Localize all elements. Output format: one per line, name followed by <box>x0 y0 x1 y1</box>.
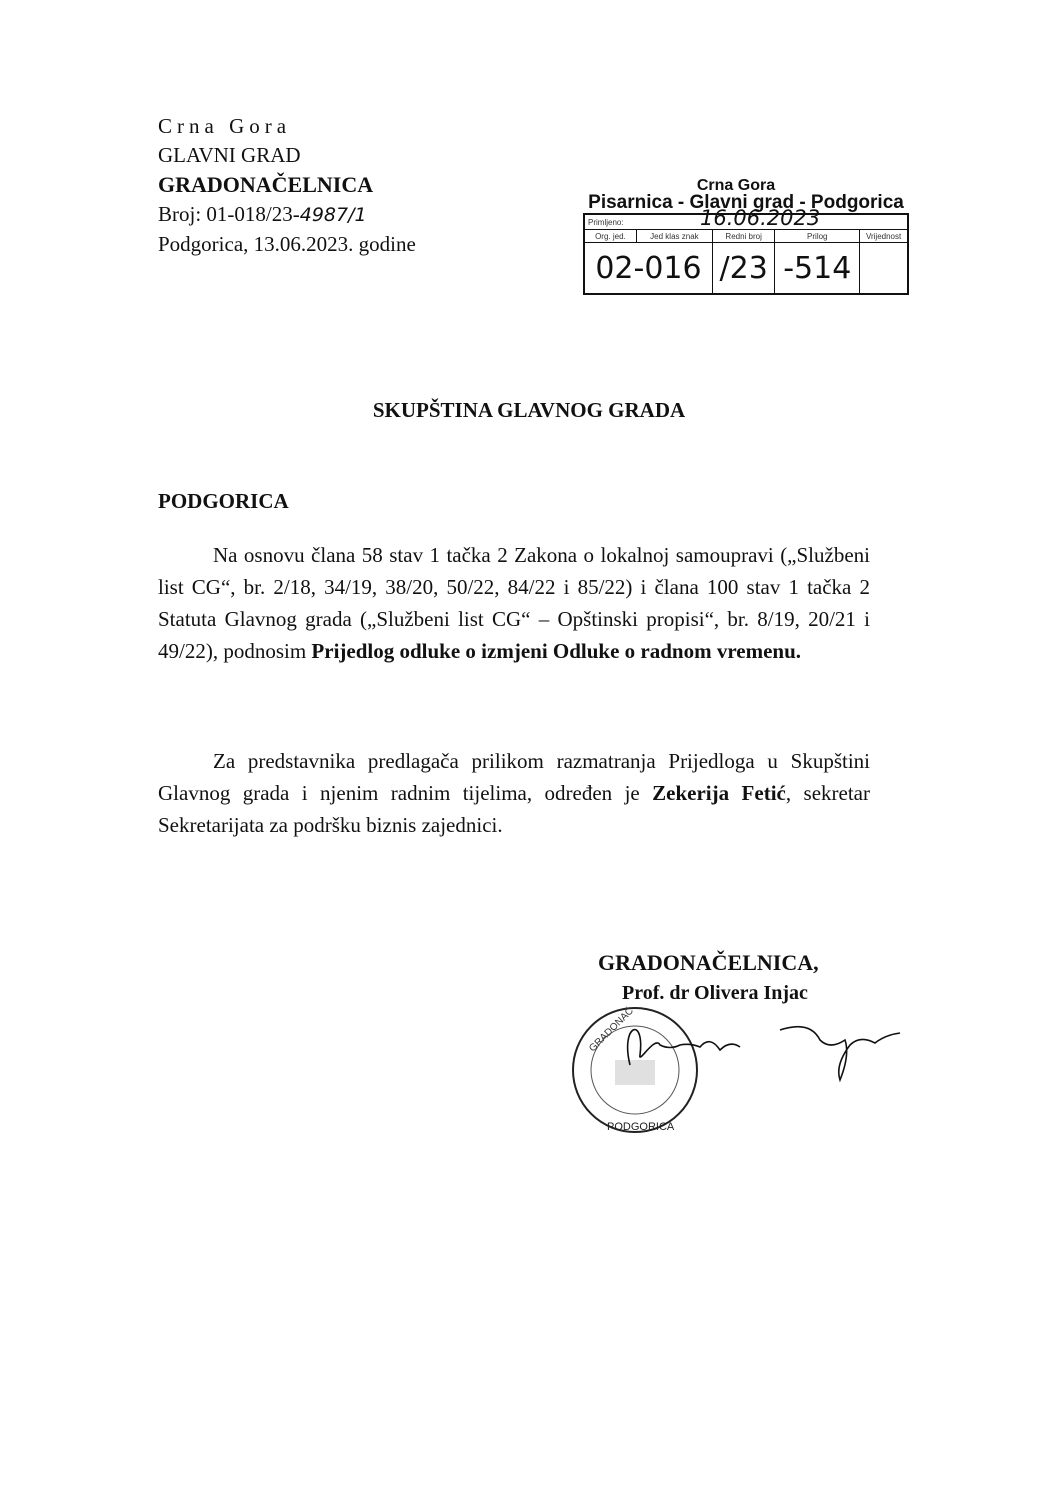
recipient-title: SKUPŠTINA GLAVNOG GRADA <box>372 398 686 422</box>
received-label: Primljeno: <box>588 217 624 227</box>
stamp-table <box>583 206 909 295</box>
stamp-value: -514 <box>775 243 860 295</box>
signature-title: GRADONAČELNICA, <box>598 950 819 975</box>
seal-gradonacelnik: GRADONAČ <box>587 1005 636 1055</box>
seal-and-signature <box>560 1005 920 1145</box>
p2-text: Za predstavnika predlagača prilikom razmatranja Prijedloga u Skupštini Glavnog grada i njenim radnim tijelima, određen je <box>158 749 870 805</box>
col-header: Redni broj <box>712 230 774 243</box>
letterhead <box>158 112 416 259</box>
stamp-value: 02-016 <box>584 243 712 295</box>
col-header: Prilog <box>775 230 860 243</box>
city-type: GLAVNI GRAD <box>158 143 301 167</box>
signature-block <box>598 948 819 1008</box>
recipient-city: PODGORICA <box>158 489 289 513</box>
registry-stamp <box>583 178 909 295</box>
paragraph-1 <box>158 539 870 667</box>
stamp-line2: Pisarnica - Glavni grad - Podgorica <box>588 192 904 213</box>
p2-text-end: , sekretar Sekretarijata za podršku biznis zajednici. <box>158 781 870 837</box>
reference-number <box>158 200 416 230</box>
place-date: Podgorica, 13.06.2023. godine <box>158 232 416 256</box>
seal-emblem <box>615 1060 655 1085</box>
stamp-value: /23 <box>712 243 774 295</box>
representative-name: Zekerija Fetić <box>652 781 786 805</box>
p1-bold: Prijedlog odluke o izmjeni Odluke o radnom vremenu. <box>311 639 802 663</box>
col-header: Jed klas znak <box>636 230 712 243</box>
received-row <box>584 206 908 230</box>
received-date: 16.06.2023 <box>700 206 821 230</box>
signature-injac <box>780 1027 900 1080</box>
country: Crna Gora <box>158 114 292 138</box>
p1-text: Na osnovu člana 58 stav 1 tačka 2 Zakona o lokalnoj samoupravi („Službeni list CG“, br. 2/18, 34/19, 38/20, 50/22, 84/22 i 85/22) i člana 100 stav 1 tačka 2 Statuta Glavnog grada („Službeni list CG“ – Opštinski propisi“, br. 8/19, 20/21 i 49/22), podnosim <box>158 543 870 663</box>
paragraph-2 <box>158 745 870 841</box>
seal-podgorica: PODGORICA <box>607 1121 675 1133</box>
number-prefix: Broj: 01-018/23- <box>158 202 300 226</box>
signature-olivera <box>628 1030 740 1065</box>
office: GRADONAČELNICA <box>158 172 374 197</box>
signatory-name: Prof. dr Olivera Injac <box>622 982 808 1004</box>
stamp-line1: Crna Gora <box>696 177 776 194</box>
handwritten-number: 4987/1 <box>299 204 367 226</box>
col-header: Org. jed. <box>584 230 636 243</box>
col-header: Vrijednost <box>860 230 908 243</box>
stamp-value <box>860 243 908 295</box>
